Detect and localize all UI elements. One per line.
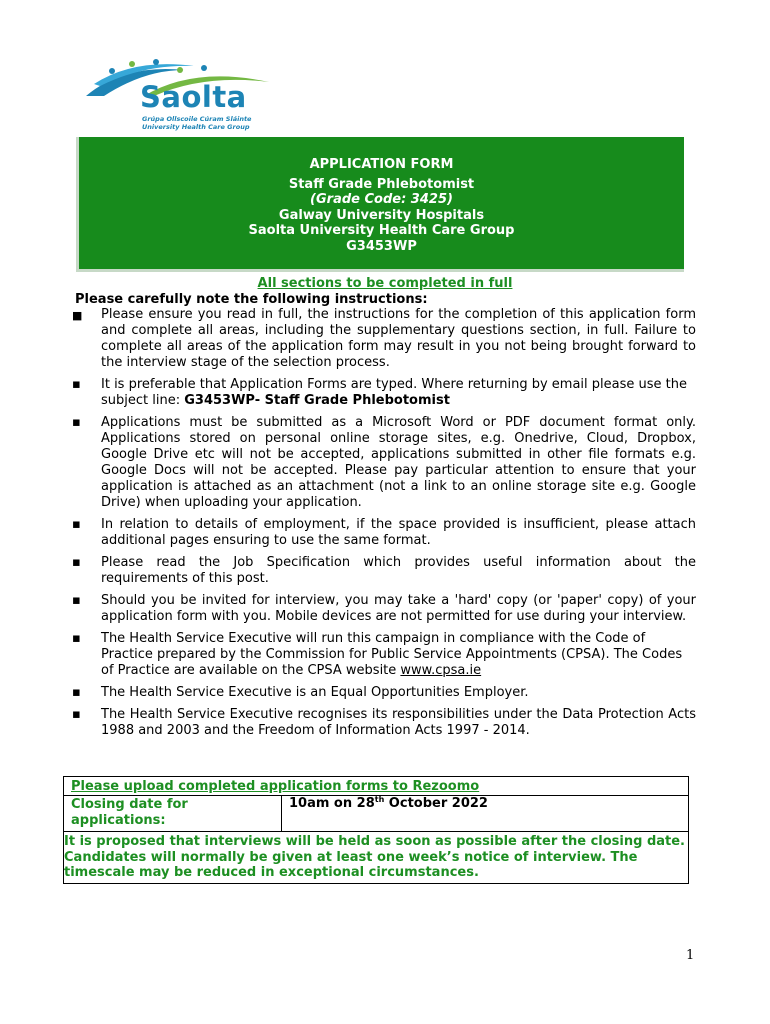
list-item [72,307,696,371]
list-item [72,707,696,739]
instruction-text: The Health Service Executive will run this campaign in compliance with the Code of Practice prepared by the Commission for Public Service Appointments (CPSA). The Codes of Practice are available on the CPSA website [101,631,683,678]
submission-details-table [63,776,689,884]
date-month-year: October 2022 [384,796,488,811]
closing-date-value [289,795,488,811]
list-item [72,593,696,625]
bullet-icon: ▪ [72,685,81,700]
instruction-text: In relation to details of employment, if the space provided is insufficient, please attach additional pages ensuring to use the same format. [101,517,696,548]
table-divider [64,831,688,832]
instruction-text: Should you be invited for interview, you may take a 'hard' copy (or 'paper' copy) of your application form with you. Mobile devices are not permitted for use during your interview. [101,593,696,624]
closing-date-label: Closing date for applications: [71,797,188,828]
bullet-icon: ▪ [72,517,81,532]
banner-post-title: Staff Grade Phlebotomist [288,176,475,192]
page-number: 1 [686,948,695,963]
list-item [72,685,696,701]
bullet-icon: ▪ [72,707,81,722]
logo-wordmark: Saolta [140,80,247,114]
logo-subtitle-english: University Health Care Group [142,123,250,131]
instruction-text: The Health Service Executive is an Equal Opportunities Employer. [101,685,529,700]
interview-notice: It is proposed that interviews will be held as soon as possible after the closing date. Candidates will normally be given at least one week’s notice of interview. The timescale may be reduced in exceptional circumstances. [64,834,685,880]
banner-grade-code: (Grade Code: 3425) [310,192,453,207]
square-bullet-icon: ■ [72,309,83,322]
table-column-divider [281,795,282,831]
instructions-list [72,307,696,745]
instruction-text: Please ensure you read in full, the instructions for the completion of this application form and complete all areas, including the supplementary questions section, in full. Failure to complete all areas of the application form may result in you not being brought forward to the interview stage of the selection process. [101,307,696,370]
bullet-icon: ▪ [72,415,81,430]
date-suffix: th [374,795,385,804]
complete-in-full-notice: All sections to be completed in full [257,276,513,291]
list-item [72,555,696,587]
instruction-text: Applications must be submitted as a Microsoft Word or PDF document format only. Applications stored on personal online storage sites, e.g. Onedrive, Cloud, Dropbox, Google Drive etc will not be accepted, applications submitted in other file formats e.g. Google Docs will not be accepted. Please pay particular attention to ensure that your application is attached as an attachment (not a link to an online storage site e.g. Google Drive) when uploading your application. [101,415,696,510]
upload-instruction: Please upload completed application forms to Rezoomo [71,779,480,794]
instruction-text: Please read the Job Specification which provides useful information about the requirements of this post. [101,555,696,586]
saolta-logo [84,56,284,136]
bullet-icon: ▪ [72,377,81,392]
banner-form-title: APPLICATION FORM [309,157,454,172]
banner-reference: G3453WP [346,238,417,254]
instruction-text: The Health Service Executive recognises its responsibilities under the Data Protection Acts 1988 and 2003 and the Freedom of Information Acts 1997 - 2014. [101,707,696,738]
list-item [72,631,696,679]
banner-hospital: Galway University Hospitals [278,207,485,223]
date-day: 10am on 28 [289,796,375,811]
bullet-icon: ▪ [72,593,81,608]
banner-group: Saolta University Health Care Group [248,223,515,238]
instruction-text: It is preferable that Application Forms are typed. Where returning by email please use the subject line: [101,377,687,408]
bullet-icon: ▪ [72,555,81,570]
cpsa-website-link[interactable]: www.cpsa.ie [400,663,482,678]
logo-subtitle-irish: Grúpa Ollscoile Cúram Sláinte [142,115,252,123]
list-item [72,517,696,549]
list-item [72,377,696,409]
email-subject-line: G3453WP- Staff Grade Phlebotomist [184,393,450,408]
list-item [72,415,696,511]
title-banner [76,137,684,272]
bullet-icon: ▪ [72,631,81,646]
instructions-heading: Please carefully note the following instructions: [75,292,428,307]
